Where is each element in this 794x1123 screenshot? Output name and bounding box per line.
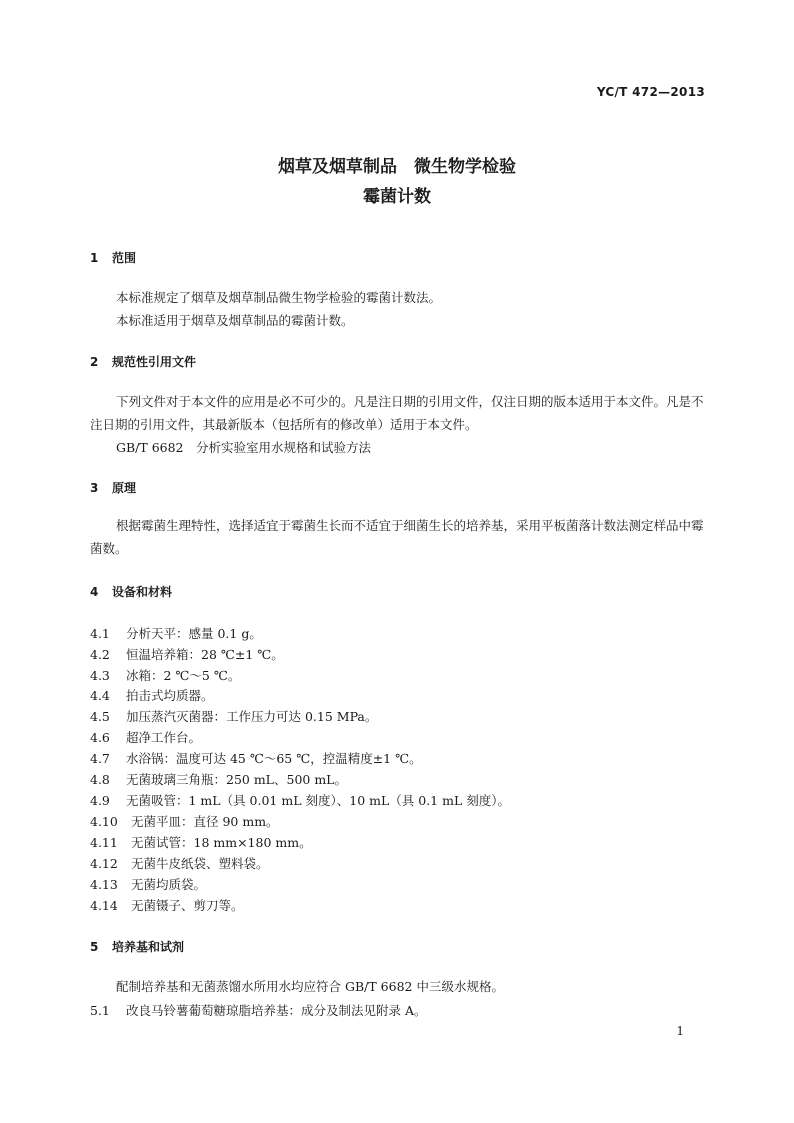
list-item — [90, 749, 422, 767]
item-number: 4.13 — [90, 877, 118, 892]
section-number: 3 — [90, 481, 99, 495]
item-number: 4.3 — [90, 668, 110, 683]
section-body-principle — [90, 514, 712, 560]
item-text: 无菌试管：18 mm×180 mm。 — [131, 835, 312, 850]
item-number: 4.8 — [90, 772, 110, 787]
section-body-normative-references — [90, 390, 712, 459]
section-body-media-reagents — [90, 975, 712, 998]
section-number: 2 — [90, 355, 99, 369]
list-item — [90, 1001, 427, 1019]
item-text: 水浴锅：温度可达 45 ℃～65 ℃，控温精度±1 ℃。 — [126, 751, 422, 766]
item-number: 5.1 — [90, 1003, 110, 1018]
paragraph: 根据霉菌生理特性，选择适宜于霉菌生长而不适宜于细菌生长的培养基，采用平板菌落计数法测定样品中霉菌数。 — [90, 518, 704, 556]
item-number: 4.1 — [90, 626, 110, 641]
list-item — [90, 833, 312, 851]
section-heading-scope — [90, 249, 136, 266]
list-item — [90, 770, 347, 788]
item-text: 冰箱：2 ℃～5 ℃。 — [126, 668, 241, 683]
list-item — [90, 707, 377, 725]
section-title: 规范性引用文件 — [112, 355, 197, 369]
item-number: 4.12 — [90, 856, 118, 871]
list-item — [90, 896, 244, 914]
section-number: 1 — [90, 251, 99, 265]
page-number: 1 — [676, 1024, 684, 1038]
item-number: 4.4 — [90, 688, 110, 703]
section-title: 设备和材料 — [112, 585, 173, 599]
section-title: 范围 — [112, 251, 137, 265]
item-text: 改良马铃薯葡萄糖琼脂培养基：成分及制法见附录 A。 — [126, 1003, 427, 1018]
list-item — [90, 624, 262, 642]
item-text: 恒温培养箱：28 ℃±1 ℃。 — [126, 647, 284, 662]
section-title: 培养基和试剂 — [112, 940, 185, 954]
section-heading-normative-references — [90, 353, 196, 370]
item-text: 分析天平：感量 0.1 g。 — [126, 626, 262, 641]
list-item — [90, 854, 269, 872]
list-item — [90, 645, 284, 663]
item-number: 4.5 — [90, 709, 110, 724]
item-number: 4.9 — [90, 793, 110, 808]
list-item — [90, 812, 279, 830]
item-text: 无菌均质袋。 — [131, 877, 207, 892]
item-number: 4.7 — [90, 751, 110, 766]
item-text: 无菌吸管：1 mL（具 0.01 mL 刻度）、10 mL（具 0.1 mL 刻度）。 — [126, 793, 510, 808]
list-item — [90, 686, 214, 704]
paragraph: 配制培养基和无菌蒸馏水所用水均应符合 GB/T 6682 中三级水规格。 — [116, 979, 504, 994]
paragraph: 本标准适用于烟草及烟草制品的霉菌计数。 — [116, 313, 354, 328]
list-item — [90, 666, 240, 684]
item-number: 4.10 — [90, 814, 118, 829]
reference-entry: GB/T 6682 分析实验室用水规格和试验方法 — [116, 440, 372, 455]
standard-code: YC/T 472—2013 — [596, 85, 705, 99]
item-text: 无菌镊子、剪刀等。 — [131, 898, 244, 913]
item-text: 加压蒸汽灭菌器：工作压力可达 0.15 MPa。 — [126, 709, 378, 724]
item-number: 4.14 — [90, 898, 118, 913]
section-heading-principle — [90, 479, 136, 496]
document-title: 烟草及烟草制品 微生物学检验 — [278, 157, 516, 177]
list-item — [90, 791, 510, 809]
paragraph: 本标准规定了烟草及烟草制品微生物学检验的霉菌计数法。 — [116, 290, 442, 305]
item-text: 拍击式均质器。 — [126, 688, 214, 703]
item-text: 超净工作台。 — [126, 730, 202, 745]
section-heading-equipment — [90, 583, 172, 600]
item-number: 4.2 — [90, 647, 110, 662]
list-item — [90, 728, 201, 746]
section-number: 4 — [90, 585, 99, 599]
item-number: 4.11 — [90, 835, 118, 850]
paragraph: 下列文件对于本文件的应用是必不可少的。凡是注日期的引用文件，仅注日期的版本适用于本文件。凡是不注日期的引用文件，其最新版本（包括所有的修改单）适用于本文件。 — [90, 394, 704, 432]
item-text: 无菌玻璃三角瓶：250 mL、500 mL。 — [126, 772, 347, 787]
section-heading-media-reagents — [90, 938, 184, 955]
section-title: 原理 — [112, 481, 137, 495]
item-text: 无菌平皿：直径 90 mm。 — [131, 814, 279, 829]
item-text: 无菌牛皮纸袋、塑料袋。 — [131, 856, 269, 871]
section-body-scope — [90, 286, 712, 332]
item-number: 4.6 — [90, 730, 110, 745]
list-item — [90, 875, 206, 893]
section-number: 5 — [90, 940, 99, 954]
document-subtitle: 霉菌计数 — [363, 187, 431, 207]
